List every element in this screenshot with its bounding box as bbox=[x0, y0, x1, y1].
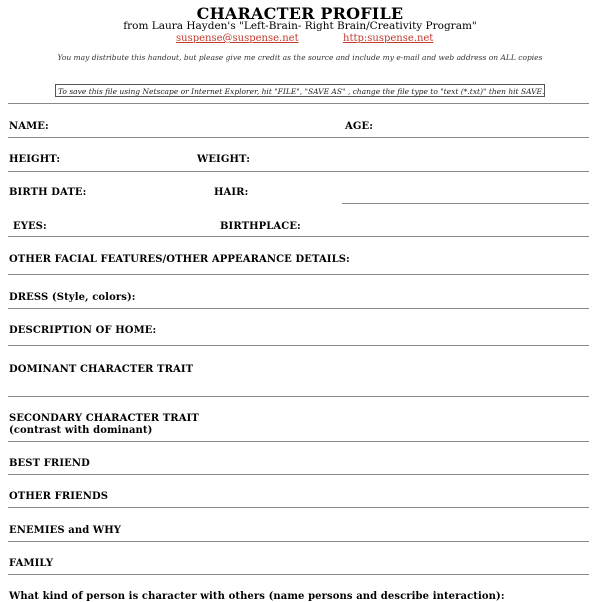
divider bbox=[8, 474, 589, 475]
divider bbox=[342, 203, 589, 204]
home-label: DESCRIPTION OF HOME: bbox=[9, 325, 157, 336]
family-label: FAMILY bbox=[9, 558, 54, 569]
website-link[interactable]: http:suspense.net bbox=[343, 33, 434, 44]
page-subtitle: from Laura Hayden's "Left-Brain- Right Brain/Creativity Program" bbox=[123, 20, 477, 32]
divider bbox=[8, 574, 589, 575]
weight-label: WEIGHT: bbox=[197, 154, 250, 165]
divider bbox=[8, 137, 589, 138]
birth-date-label: BIRTH DATE: bbox=[9, 187, 87, 198]
secondary-trait-label: SECONDARY CHARACTER TRAIT bbox=[9, 413, 199, 424]
best-friend-label: BEST FRIEND bbox=[9, 458, 90, 469]
save-instructions-box: To save this file using Netscape or Internet Explorer, hit "FILE", "SAVE AS" , change the file type to "text (*.txt)" then hit SAVE. bbox=[55, 84, 545, 97]
email-link[interactable]: suspense@suspense.net bbox=[176, 33, 299, 44]
divider bbox=[8, 103, 589, 104]
divider bbox=[8, 236, 589, 237]
facial-features-label: OTHER FACIAL FEATURES/OTHER APPEARANCE DETAILS: bbox=[9, 254, 350, 265]
divider bbox=[8, 345, 589, 346]
dominant-trait-label: DOMINANT CHARACTER TRAIT bbox=[9, 364, 194, 375]
height-label: HEIGHT: bbox=[9, 154, 61, 165]
enemies-label: ENEMIES and WHY bbox=[9, 525, 121, 536]
divider bbox=[8, 308, 589, 309]
dress-label: DRESS (Style, colors): bbox=[9, 292, 136, 303]
divider bbox=[8, 541, 589, 542]
secondary-trait-note: (contrast with dominant) bbox=[9, 425, 153, 436]
eyes-label: EYES: bbox=[13, 221, 47, 232]
interaction-label: What kind of person is character with others (name persons and describe interaction): bbox=[9, 591, 505, 602]
divider bbox=[8, 274, 589, 275]
name-label: NAME: bbox=[9, 121, 49, 132]
birthplace-label: BIRTHPLACE: bbox=[220, 221, 301, 232]
other-friends-label: OTHER FRIENDS bbox=[9, 491, 109, 502]
hair-label: HAIR: bbox=[214, 187, 249, 198]
divider bbox=[8, 507, 589, 508]
divider bbox=[8, 441, 589, 442]
page-title: CHARACTER PROFILE bbox=[196, 4, 404, 23]
divider bbox=[8, 396, 589, 397]
distribution-notice: You may distribute this handout, but please give me credit as the source and include my e-mail and web address on ALL copies bbox=[57, 53, 543, 62]
age-label: AGE: bbox=[345, 121, 374, 132]
divider bbox=[8, 171, 589, 172]
